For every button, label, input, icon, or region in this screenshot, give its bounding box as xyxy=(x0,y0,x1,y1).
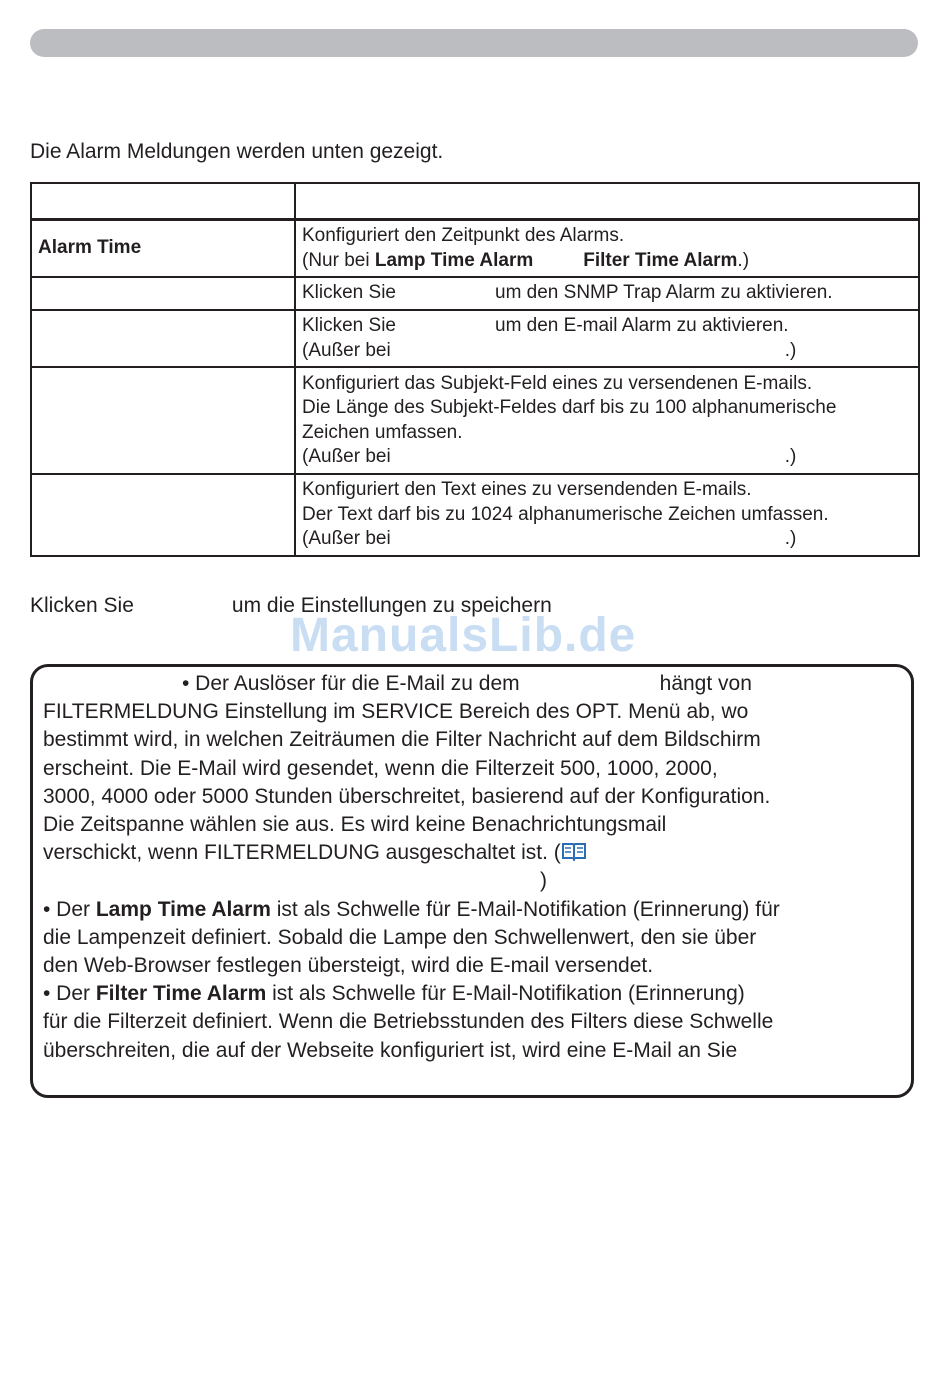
row-label: Alarm Time xyxy=(31,220,295,277)
click-instruction: Klicken Sie um die Einstellungen zu speichern xyxy=(30,594,552,617)
row-label xyxy=(31,310,295,367)
row-description: Klicken Sie um den SNMP Trap Alarm zu aktivieren. xyxy=(295,277,919,310)
table-row xyxy=(31,367,919,474)
row-label xyxy=(31,277,295,310)
row-label xyxy=(31,367,295,474)
row-description: Konfiguriert den Text eines zu versendenden E-mails. Der Text darf bis zu 1024 alphanumerische Zeichen umfassen. (Außer bei .) xyxy=(295,474,919,556)
alarm-table xyxy=(30,182,920,557)
book-icon[interactable] xyxy=(561,841,587,861)
row-description: Klicken Sie um den E-mail Alarm zu aktivieren. (Außer bei .) xyxy=(295,310,919,367)
header-bar xyxy=(30,29,918,57)
table-header-row xyxy=(31,183,919,219)
table-row xyxy=(31,220,919,277)
table-row xyxy=(31,277,919,310)
row-description: Konfiguriert den Zeitpunkt des Alarms. (Nur bei Lamp Time Alarm Filter Time Alarm.) xyxy=(295,220,919,277)
intro-text: Die Alarm Meldungen werden unten gezeigt. xyxy=(30,140,444,163)
row-label xyxy=(31,474,295,556)
table-row xyxy=(31,310,919,367)
note-text: • Der Auslöser für die E-Mail zu dem hängt von FILTERMELDUNG Einstellung im SERVICE Bereich des OPT. Menü ab, wo bestimmt wird, in welchen Zeiträumen die Filter Nachricht auf dem Bildschirm erscheint. Die E-Mail wird gesendet, wenn die Filterzeit 500, 1000, 2000, 3000, 4000 oder 5000 Stunden überschreitet, basierend auf der Konfiguration. Die Zeitspanne wählen sie aus. Es wird keine Benachrichtungsmail verschickt, wenn FILTERMELDUNG ausgeschaltet ist. ( ) • Der Lamp Time Alarm ist als Schwelle für E-Mail-Notifikation (Erinnerung) für die Lampenzeit definiert. Sobald die Lampe den Schwellenwert, den sie über den Web-Browser festlegen übersteigt, wird die E-mail versendet. • Der Filter Time Alarm ist als Schwelle für E-Mail-Notifikation (Erinnerung) für die Filterzeit definiert. Wenn die Betriebsstunden des Filters diese Schwelle überschreiten, die auf der Webseite konfiguriert ist, wird eine E-Mail an Sie xyxy=(43,672,780,1062)
row-description: Konfiguriert das Subjekt-Feld eines zu versendenen E-mails. Die Länge des Subjekt-Feldes darf bis zu 100 alphanumerische Zeichen umfassen. (Außer bei .) xyxy=(295,367,919,474)
table-row xyxy=(31,474,919,556)
watermark: ManualsLib.de xyxy=(290,609,637,662)
